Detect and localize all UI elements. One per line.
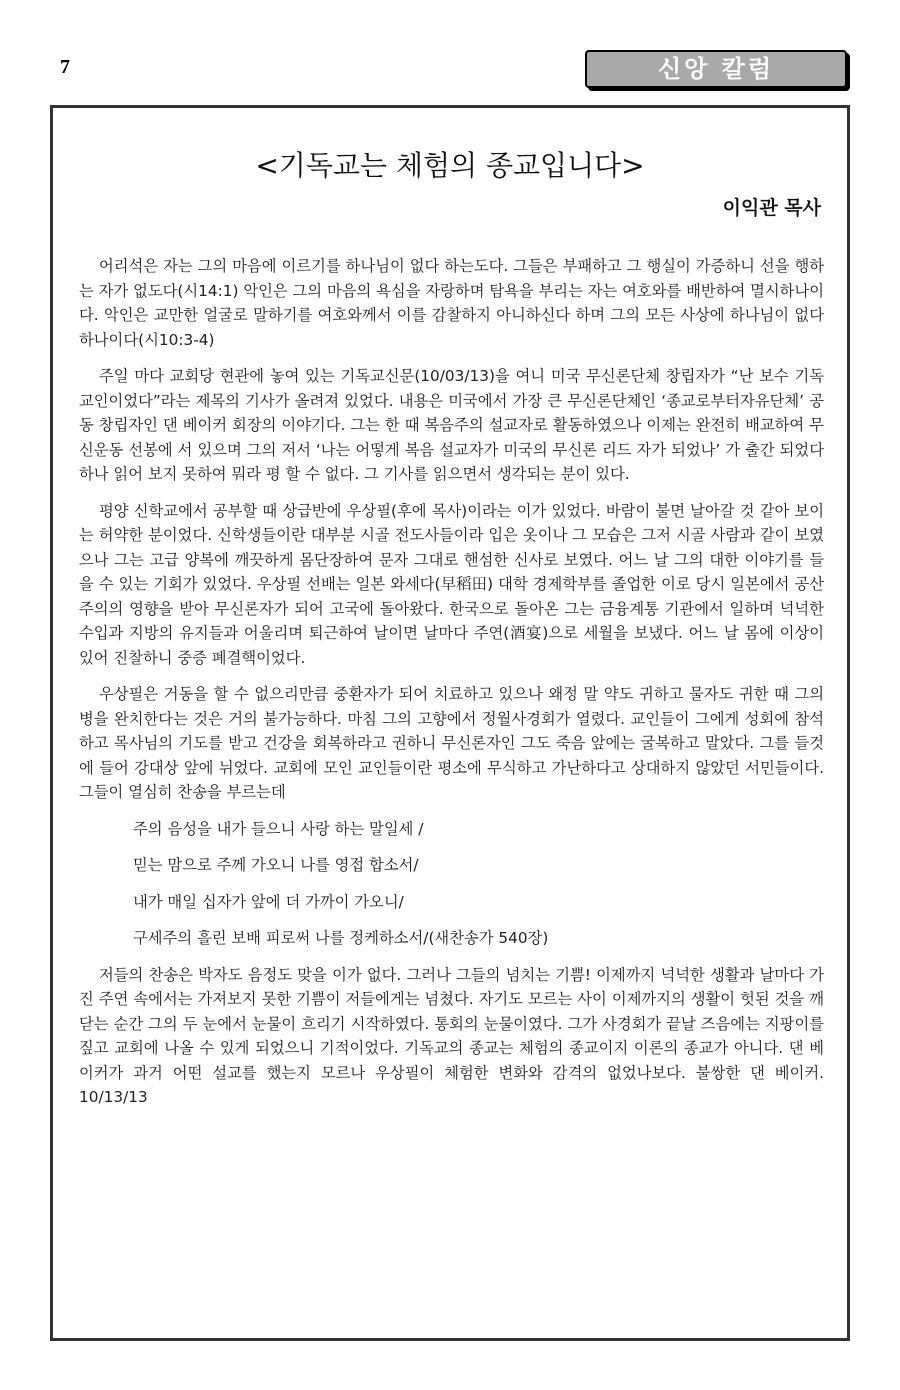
- paragraph: 어리석은 자는 그의 마음에 이르기를 하나님이 없다 하는도다. 그들은 부패하고 그 행실이 가증하니 선을 행하는 자가 없도다(시14:1) 악인은 그의 마음의 욕심을 자랑하며 탐욕을 부리는 자는 여호와를 배반하여 멸시하나이다. 악인은 교만한 얼굴로 말하기를 여호와께서 이를 감찰하지 아니하신다 하며 그의 모든 사상에 하나님이 없다 하나이다(시10:3-4): [79, 257, 824, 349]
- paragraph: 주일 마다 교회당 현관에 놓여 있는 기독교신문(10/03/13)을 여니 미국 무신론단체 창립자가 “난 보수 기독교인이었다”라는 제목의 기사가 올려져 있었다. 내용은 미국에서 가장 큰 무신론단체인 ‘종교로부터자유단체’ 공동 창립자인 댄 베이커 회장의 이야기다. 그는 한 때 복음주의 설교자로 활동하였으나 이제는 완전히 배교하여 무신운동 선봉에 서 있으며 그의 저서 ‘나는 어떻게 복음 설교자가 미국의 무신론 리드 자가 되었나’ 가 출간 되었다하나 읽어 보지 못하여 뭐라 평 할 수 없다. 그 기사를 읽으면서 생각되는 분이 있다.: [79, 367, 824, 483]
- page-number: 7: [60, 56, 70, 78]
- article-body: [79, 254, 824, 1122]
- hymn-line: 믿는 맘으로 주께 가오니 나를 영접 합소서/: [133, 856, 419, 874]
- hymn-line: 구세주의 흘린 보배 피로써 나를 정케하소서/(새찬송가 540장): [133, 929, 549, 947]
- paragraph: 우상필은 거동을 할 수 없으리만큼 중환자가 되어 치료하고 있으나 왜정 말 약도 귀하고 물자도 귀한 때 그의 병을 완치한다는 것은 거의 불가능하다. 마침 그의 고향에서 정월사경회가 열렸다. 교인들이 그에게 성회에 참석하고 목사님의 기도를 받고 건강을 회복하라고 권하니 무신론자인 그도 죽음 앞에는 굴복하고 말았다. 그를 들것에 들어 강대상 앞에 뉘었다. 교회에 모인 교인들이란 평소에 무식하고 가난하다고 상대하지 않았던 서민들이다. 그들이 열심히 찬송을 부르는데: [79, 685, 824, 801]
- hymn-line: 주의 음성을 내가 들으니 사랑 하는 말일세 /: [133, 819, 424, 838]
- paragraph: 평양 신학교에서 공부할 때 상급반에 우상필(후에 목사)이라는 이가 있었다. 바람이 불면 날아갈 것 같아 보이는 허약한 분이었다. 신학생들이란 대부분 시골 전도사들이라 입은 옷이나 그 모습은 그저 시골 사람과 같이 보였으나 그는 고급 양복에 깨끗하게 몸단장하여 문자 그대로 핸섬한 신사로 보였다. 어느 날 그의 대한 이야기를 들을 수 있는 기회가 있었다. 우상필 선배는 일본 와세다(早稻田) 대학 경제학부를 졸업한 이로 당시 일본에서 공산주의의 영향을 받아 무신론자가 되어 고국에 돌아왔다. 한국으로 돌아온 그는 금융계통 기관에서 일하며 넉넉한 수입과 지방의 유지들과 어울리며 퇴근하여 날이면 날마다 주연(酒宴)으로 세월을 보냈다. 어느 날 몸에 이상이 있어 진찰하니 중증 폐결핵이었다.: [79, 501, 824, 667]
- author-name: 이익관 목사: [722, 197, 821, 219]
- article-frame: [50, 105, 850, 1341]
- section-label: 신앙 칼럼: [585, 50, 847, 88]
- article-title: <기독교는 체험의 종교입니다>: [255, 149, 645, 182]
- closing-paragraph: 저들의 찬송은 박자도 음정도 맞을 이가 없다. 그러나 그들의 넘치는 기쁨! 이제까지 넉넉한 생활과 날마다 가진 주연 속에서는 가져보지 못한 기쁨이 저들에게는 넘쳤다. 자기도 모르는 사이 이제까지의 생활이 헛된 것을 깨닫는 순간 그의 두 눈에서 눈물이 흐리기 시작하였다. 통회의 눈물이였다. 그가 사경회가 끝날 즈음에는 지팡이를 짚고 교회에 나올 수 있게 되었으니 기적이었다. 기독교의 종교는 체험의 종교이지 이론의 종교가 아니다. 댄 베이커가 과거 어떤 설교를 했는지 모르나 우상필이 체험한 변화와 감격의 없었나보다. 불쌍한 댄 베이커. 10/13/13: [79, 965, 824, 1106]
- hymn-line: 내가 매일 십자가 앞에 더 가까이 가오니/: [133, 892, 404, 911]
